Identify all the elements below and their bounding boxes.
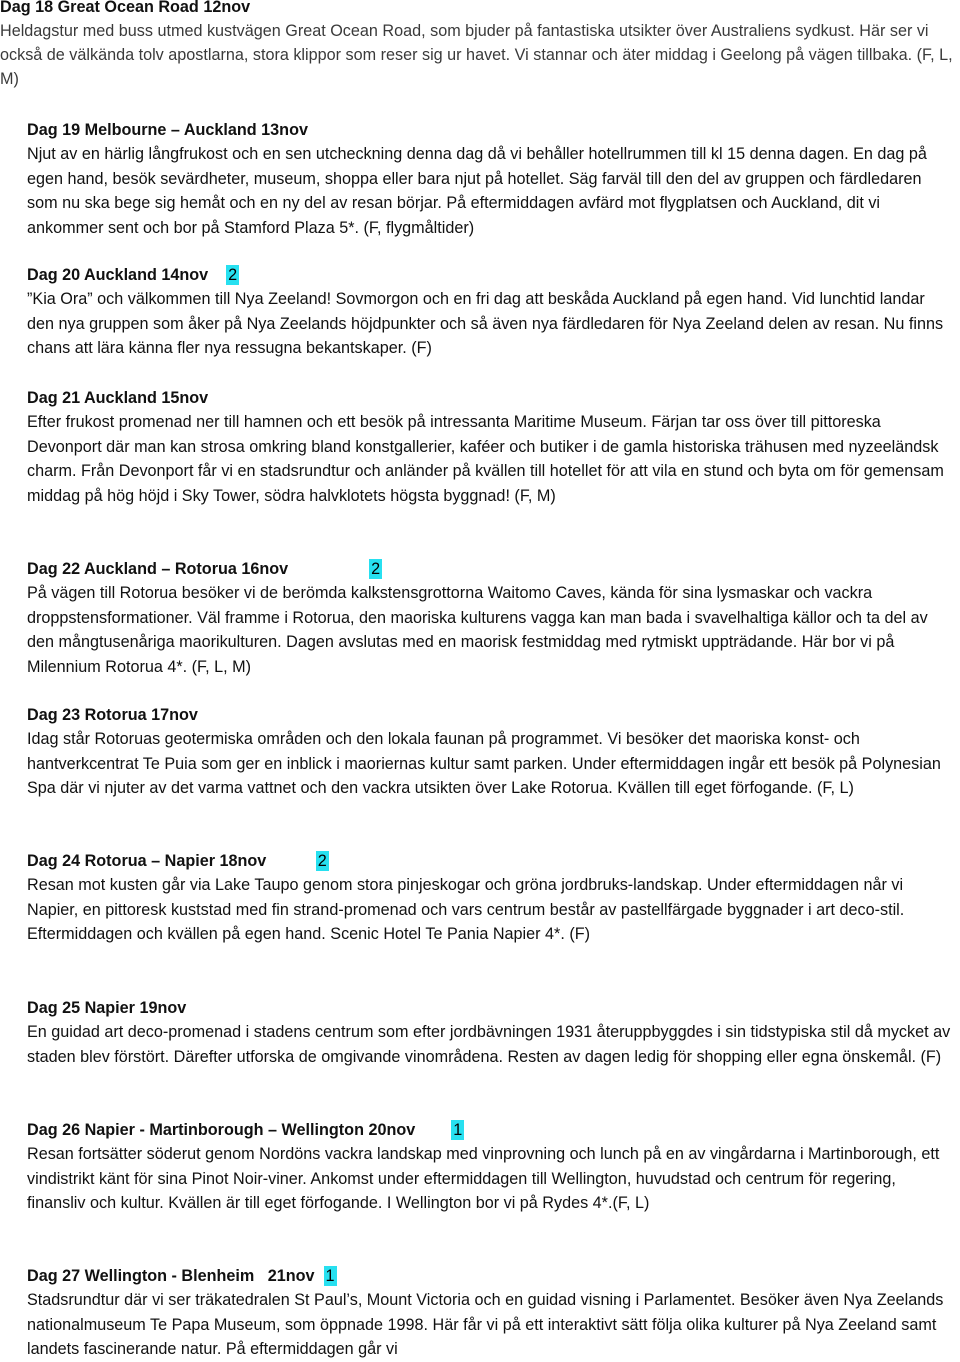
day-title-text: Dag 24 Rotorua – Napier 18nov (27, 852, 316, 870)
day-description: ”Kia Ora” och välkommen till Nya Zeeland! Sovmorgon och en fri dag att beskåda Auckland på egen hand. Vid lunchtid landar den nya gruppen som åker på Nya Zeelands höjdpunkter och så även nya färdledaren för Nya Zeeland delen av resan. Nu finns chans att lära känna fler nya ressugna bekantskaper. (F) (27, 290, 944, 358)
day-section (0, 118, 952, 240)
day-section (0, 557, 952, 679)
day-section (0, 849, 952, 947)
nights-badge: 2 (228, 266, 238, 284)
nights-badge: 1 (453, 1121, 463, 1139)
day-title-text: Dag 19 Melbourne – Auckland 13nov (27, 121, 308, 139)
day-title-text: Dag 23 Rotorua 17nov (27, 706, 198, 724)
day-title (0, 1118, 952, 1142)
day-title (0, 118, 952, 142)
day-description: Idag står Rotoruas geotermiska områden och den lokala faunan på programmet. Vi besöker det maoriska konst- och hantverkcentrat Te Puia som ger en inblick i maoriernas kultur samt parken. Under eftermiddagen ingår ett besök på Polynesian Spa där vi njuter av det varma vattnet och den vackra utsikten över Lake Rotorua. Kvällen till eget förfogande. (F, L) (27, 730, 941, 798)
day-title (0, 703, 952, 727)
day-description: Stadsrundtur där vi ser träkatedralen St Paul’s, Mount Victoria och en guidad visning i Parlamentet. Besöker även Nya Zeelands nationalmuseum Te Papa Museum, som öppnade 1998. Här får vi på ett interaktivt sätt följa olika kulturer på Nya Zeeland samt landets fascinerande natur. På eftermiddagen går vi (27, 1291, 944, 1359)
day-section (0, 1264, 952, 1362)
day-section (0, 386, 952, 508)
day-title-text: Dag 21 Auckland 15nov (27, 389, 209, 407)
nights-badge: 2 (317, 852, 327, 870)
day-section (0, 996, 952, 1069)
day-section (0, 0, 955, 91)
day-description: Resan fortsätter söderut genom Nordöns vackra landskap med vinprovning och lunch på en av vingårdarna i Martinborough, ett vindistrikt känt för sina Pinot Noir-viner. Ankomst under eftermiddagen till Wellington, huvudstad och centrum för regering, finansliv och kultur. Kvällen är till eget förfogande. I Wellington bor vi på Rydes 4*.(F, L) (27, 1145, 940, 1213)
day-description: Heldagstur med buss utmed kustvägen Great Ocean Road, som bjuder på fantastiska utsikter över Australiens sydkust. Här ser vi också de välkända tolv apostlarna, stora klippor som reser sig ur havet. Vi stannar och äter middag i Geelong på vägen tillbaka. (F, L, M) (0, 22, 953, 88)
day-title-text: Dag 20 Auckland 14nov (27, 266, 227, 284)
day-title (0, 849, 952, 873)
day-title (0, 996, 952, 1020)
nights-badge: 1 (325, 1267, 335, 1285)
day-description: På vägen till Rotorua besöker vi de berömda kalkstensgrottorna Waitomo Caves, kända för sina lysmaskar och vackra droppstensformationer. Väl framme i Rotorua, den maoriska kulturens vagga kan man bada i svavelhaltiga källor och ta del av den mångtusenåriga maorikulturen. Dagen avslutas med en maorisk festmiddag med rytmiskt uppträdande. Här bor vi på Milennium Rotorua 4*. (F, L, M) (27, 584, 928, 676)
day-title-text: Dag 22 Auckland – Rotorua 16nov (27, 560, 370, 578)
day-description: Resan mot kusten går via Lake Taupo genom stora pinjeskogar och gröna jordbruks-landskap. Under eftermiddagen når vi Napier, en pittoresk kuststad med fin strand-promenad och vars centrum består av pastellfärgade byggnader i art deco-stil. Eftermiddagen och kvällen på egen hand. Scenic Hotel Te Pania Napier 4*. (F) (27, 876, 905, 944)
day-title (0, 1264, 952, 1288)
day-title (0, 557, 952, 581)
day-title-text: Dag 27 Wellington - Blenheim 21nov (27, 1267, 324, 1285)
day-title (0, 263, 952, 287)
day-title-text: Dag 25 Napier 19nov (27, 999, 187, 1017)
day-title: Dag 18 Great Ocean Road 12nov (0, 0, 251, 16)
nights-badge: 2 (371, 560, 381, 578)
day-title-text: Dag 26 Napier - Martinborough – Wellington 20nov (27, 1121, 452, 1139)
day-description: En guidad art deco-promenad i stadens centrum som efter jordbävningen 1931 återuppbyggdes i sin tidstypiska stil då mycket av staden blev förstört. Därefter utforska de omgivande vinområdena. Resten av dagen ledig för shopping eller egna önskemål. (F) (27, 1023, 951, 1066)
day-description: Njut av en härlig långfrukost och en sen utcheckning denna dag då vi behåller hotellrummen till kl 15 denna dagen. En dag på egen hand, besök sevärdheter, museum, shoppa eller bara njut på hotellet. Säg farväl till den del av gruppen och färdledaren som nu ska bege sig hemåt och en ny del av resan börjar. På eftermiddagen avfärd mot flygplatsen och Auckland, dit vi ankommer sent och bor på Stamford Plaza 5*. (F, flygmåltider) (27, 145, 927, 237)
day-section (0, 263, 952, 361)
day-title (0, 386, 952, 410)
day-section (0, 1118, 952, 1216)
day-section (0, 703, 952, 801)
day-description: Efter frukost promenad ner till hamnen och ett besök på intressanta Maritime Museum. Färjan tar oss över till pittoreska Devonport där man kan strosa omkring bland konstgallerier, kaféer och butiker i de gamla historiska trähusen med nyzeeländsk charm. Från Devonport får vi en stadsrundtur och anländer på kvällen till hotellet för att vila en stund och byta om för gemensam middag på hög höjd i Sky Tower, södra halvklotets högsta byggnad! (F, M) (27, 413, 944, 505)
